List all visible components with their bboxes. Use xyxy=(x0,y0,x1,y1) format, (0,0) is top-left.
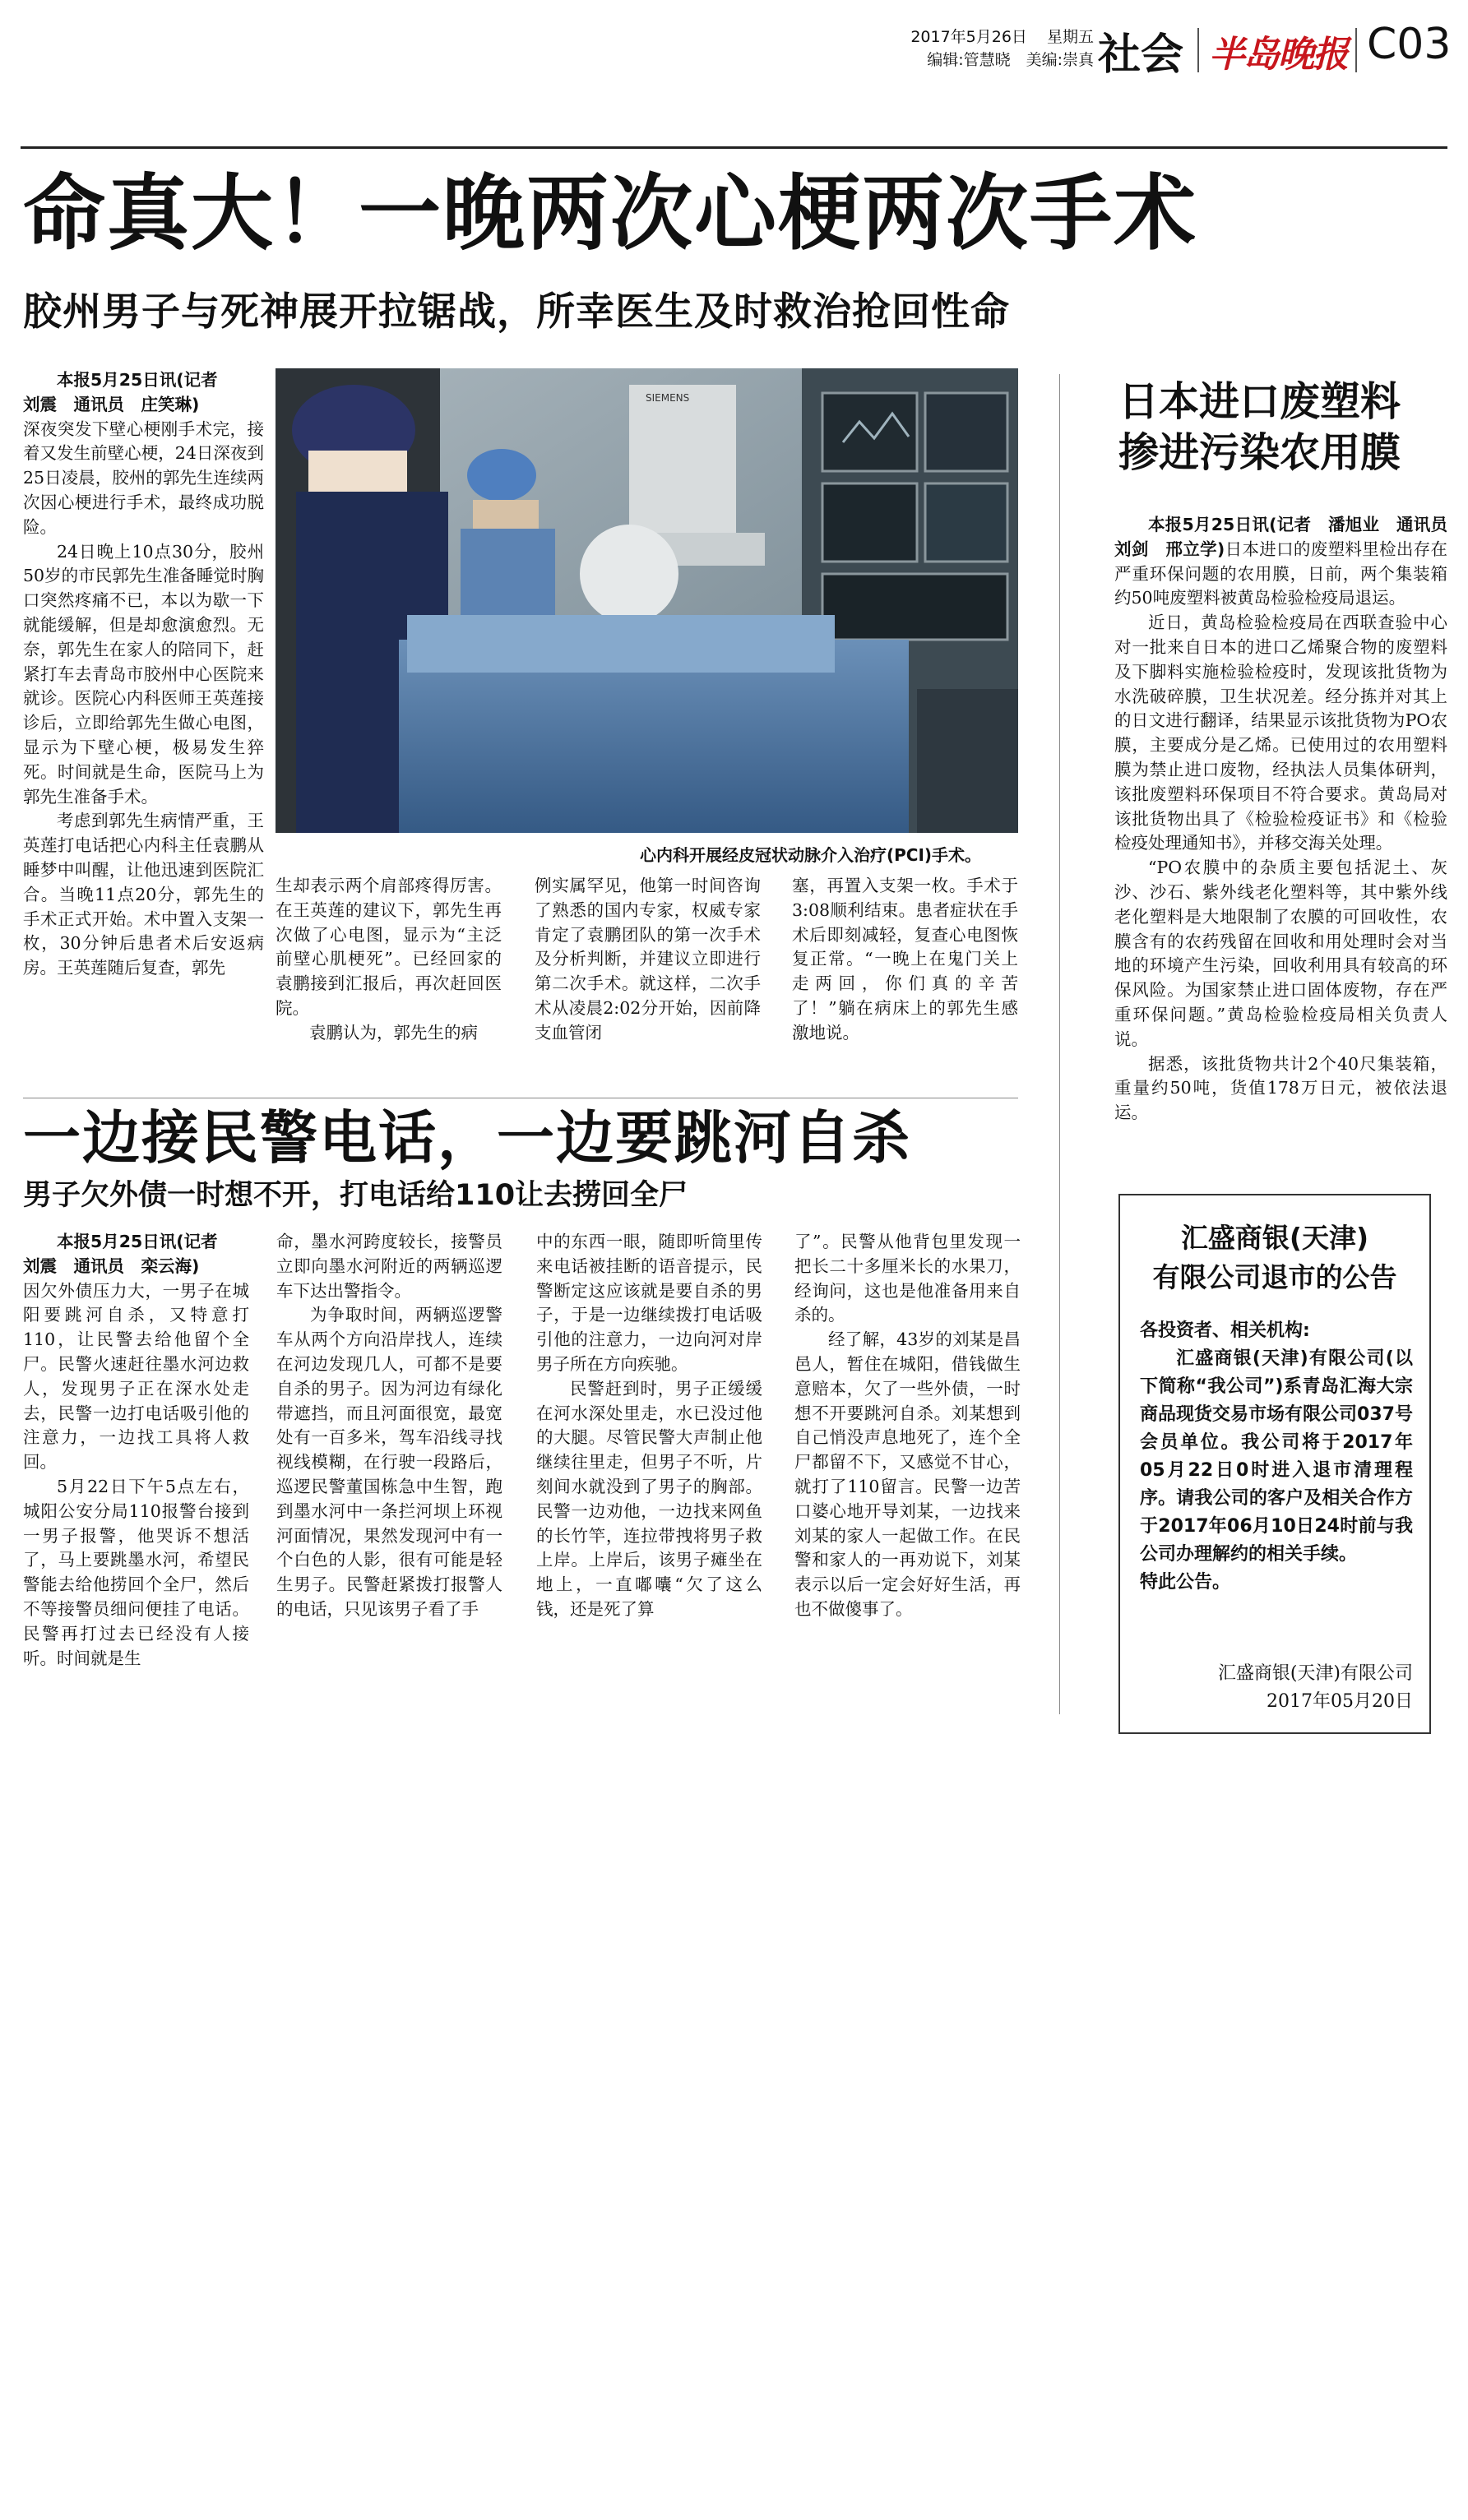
article1-byline1: 本报5月25日讯(记者 xyxy=(57,370,218,390)
article2-byline-text: 本报5月25日讯(记者 潘旭业 通讯员 刘剑 邢立学) xyxy=(1114,515,1465,559)
masthead xyxy=(0,0,1468,90)
article1-paragraph: 深夜突发下壁心梗刚手术完，接着又发生前壁心梗，24日深夜到25日凌晨，胶州的郭先生连续两次因心梗进行手术，最终成功脱险。 xyxy=(23,418,264,537)
article3-paragraph: 为争取时间，两辆巡逻警车从两个方向沿岸找人，连续在河边发现几人，可都不是要自杀的男子。因为河边有绿化带遮挡，而且河面很宽，最宽处有一百多米，驾车沿线寻找视线模糊，在行驶一段路后，巡逻民警董国栋急中生智，跑到墨水河中一条拦河坝上环视河面情况，果然发现河中有一个白色的人影，很有可能是轻生男子。民警赶紧拨打报警人的电话，只见该男子看了手 xyxy=(276,1305,502,1619)
article3-byline1: 本报5月25日讯(记者 xyxy=(57,1232,218,1251)
article2-paragraph: 近日，黄岛检验检疫局在西联查验中心对一批来自日本的进口乙烯聚合物的废塑料及下脚料实施检验检疫时，发现该批货物为水洗破碎膜，卫生状况差。经分拣并对其上的日文进行翻译，结果显示该批货物为PO农膜，主要成分是乙烯。已使用过的农用塑料膜为禁止进口废物，经执法人员集体研判，该批废塑料环保项目不符合要求。黄岛局对该批货物出具了《检验检疫证书》和《检验检疫处理通知书》，并移交海关处理。 xyxy=(1114,613,1447,853)
notice-signature-name: 汇盛商银(天津)有限公司 xyxy=(1217,1663,1413,1684)
article2-body xyxy=(1114,513,1465,1146)
date-text: 2017年5月26日 xyxy=(910,28,1027,46)
article3-paragraph: 中的东西一眼，随即听筒里传来电话被挂断的语音提示，民警断定这应该就是要自杀的男子，于是一边继续拨打电话吸引他的注意力，一边向河对岸男子所在方向疾驰。 xyxy=(536,1232,762,1374)
article2-title xyxy=(1118,377,1447,479)
monitor-brand-label: SIEMENS xyxy=(646,392,690,404)
editors-line: 编辑:管慧晓 美编:崇真 xyxy=(927,51,1094,69)
column-divider xyxy=(1059,374,1060,1714)
weekday-text: 星期五 xyxy=(1046,28,1094,46)
article3-paragraph: 命，墨水河跨度较长，接警员立即向墨水河附近的两辆巡逻车下达出警指令。 xyxy=(276,1232,502,1301)
article3-title: 一边接民警电话，一边要跳河自杀 xyxy=(23,1104,911,1172)
delisting-notice xyxy=(1118,1194,1431,1734)
notice-body xyxy=(1140,1317,1413,1597)
article1-col4 xyxy=(792,874,1018,1141)
article3-paragraph: 因欠外债压力大，一男子在城阳要跳河自杀，又特意打110，让民警去给他留个全尸。民警火速赶往墨水河边救人，发现男子正在深水处走去，民警一边打电话吸引他的注意力，一边找工具将人救回。 xyxy=(23,1280,249,1473)
paper-logo: 半岛晚报 xyxy=(1209,34,1347,76)
article1-paragraph: 24日晚上10点30分，胶州50岁的市民郭先生准备睡觉时胸口突然疼痛不已，本以为歇一下就能缓解，但是却愈演愈烈。无奈，郭先生在家人的陪同下，赶紧打车去青岛市胶州中心医院来就诊。医院心内科医师王英莲接诊后，立即给郭先生做心电图，显示为下壁心梗，极易发生猝死。时间就是生命，医院马上为郭先生准备手术。 xyxy=(23,541,264,807)
article3-col1 xyxy=(23,1230,249,1678)
masthead-divider-2 xyxy=(1355,28,1357,72)
article2-lead: 日本进口的废塑料里检出存在严重环保问题的农用膜，日前，两个集装箱约50吨废塑料被黄岛检验检疫局退运。 xyxy=(1114,539,1448,608)
article2-paragraph: 据悉，该批货物共计2个40尺集装箱，重量约50吨，货值178万日元，被依法退运。 xyxy=(1114,1053,1447,1123)
surgery-photo-art xyxy=(276,368,1018,833)
notice-signature xyxy=(1218,1660,1413,1716)
photo-caption: 心内科开展经皮冠状动脉介入治疗(PCI)手术。 xyxy=(640,845,982,865)
section-name: 社会 xyxy=(1098,30,1184,80)
article1-col1 xyxy=(23,368,264,1141)
notice-text: 汇盛商银(天津)有限公司(以下简称“我公司”)系青岛汇海大宗商品现货交易市场有限公司037号会员单位。我公司将于2017年05月22日0时进入退市清理程序。请我公司的客户及相关合作方于2017年06月10日24时前与我公司办理解约的相关手续。 xyxy=(1140,1348,1413,1565)
article1-paragraph: 考虑到郭先生病情严重，王英莲打电话把心内科主任袁鹏从睡梦中叫醒，让他迅速到医院汇合。当晚11点20分，郭先生的手术正式开始。术中置入支架一枚，30分钟后患者术后安返病房。王英莲随后复查，郭先 xyxy=(23,811,264,978)
notice-signature-date: 2017年05月20日 xyxy=(1267,1691,1413,1712)
article1-paragraph: 塞，再置入支架一枚。手术于3:08顺利结束。患者症状在手术后即刻减轻，复查心电图恢复正常。“一晚上在鬼门关上走两回，你们真的辛苦了！”躺在病床上的郭先生感激地说。 xyxy=(792,876,1018,1043)
article1-paragraph: 袁鹏认为，郭先生的病 xyxy=(309,1022,478,1043)
issue-date xyxy=(910,25,1094,47)
article1-byline2: 刘震 通讯员 庄笑琳) xyxy=(23,394,200,414)
surgery-photo xyxy=(276,368,1018,833)
article3-col4 xyxy=(794,1230,1021,1678)
article1-subtitle: 胶州男子与死神展开拉锯战，所幸医生及时救治抢回性命 xyxy=(23,289,1010,335)
article3-col3 xyxy=(536,1230,762,1678)
article2-byline xyxy=(1114,513,1465,611)
article3-col2 xyxy=(276,1230,502,1678)
page-number: C03 xyxy=(1367,20,1452,69)
article1-col2 xyxy=(276,874,502,1141)
notice-title-line2: 有限公司退市的公告 xyxy=(1152,1261,1397,1293)
article3-paragraph: 5月22日下午5点左右，城阳公安分局110报警台接到一男子报警，他哭诉不想活了，马上要跳墨水河，希望民警能去给他捞回个全尸，然后不等接警员细问便挂了电话。民警再打过去已经没有人接听。时间就是生 xyxy=(23,1476,249,1668)
article3-byline2: 刘震 通讯员 栾云海) xyxy=(23,1255,200,1276)
article2-title-line1: 日本进口废塑料 xyxy=(1118,378,1401,425)
article3-paragraph: 经了解，43岁的刘某是昌邑人，暂住在城阳，借钱做生意赔本，欠了一些外债，一时想不开要跳河自杀。刘某想到自己悄没声息地死了，连个全尸都留不下，又感觉不甘心，就打了110留言。民警一边苦口婆心地开导刘某，一边找来刘某的家人一起做工作。在民警和家人的一再劝说下，刘某表示以后一定会好好生活，再也不做傻事了。 xyxy=(794,1329,1021,1619)
masthead-divider xyxy=(1197,28,1199,72)
article1-col3 xyxy=(535,874,761,1141)
notice-title-line1: 汇盛商银(天津) xyxy=(1180,1222,1369,1254)
notice-salutation: 各投资者、相关机构: xyxy=(1140,1320,1310,1341)
article2-paragraph: “PO农膜中的杂质主要包括泥土、灰沙、沙石、紫外线老化塑料等，其中紫外线老化塑料是大地限制了农膜的可回收性，农膜含有的农药残留在回收和用处理时会对当地的环境产生污染，回收利用具有较高的环保风险。为国家禁止进口固体废物，存在严重环保问题。”黄岛检验检疫局相关负责人说。 xyxy=(1114,858,1447,1049)
article1-paragraph: 生却表示两个肩部疼得厉害。在王英莲的建议下，郭先生再次做了心电图，显示为“主泛前壁心肌梗死”。已经回家的袁鹏接到汇报后，再次赶回医院。 xyxy=(276,876,502,1018)
article1-title: 命真大！一晚两次心梗两次手术 xyxy=(23,165,1197,261)
notice-closing: 特此公告。 xyxy=(1140,1572,1231,1593)
notice-title xyxy=(1120,1218,1429,1297)
article2-title-line2: 掺进污染农用膜 xyxy=(1118,429,1401,476)
article3-paragraph: 了”。民警从他背包里发现一把长二十多厘米长的水果刀，经询问，这也是他准备用来自杀的。 xyxy=(794,1232,1021,1325)
article1-paragraph: 例实属罕见，他第一时间咨询了熟悉的国内专家，权威专家肯定了袁鹏团队的第一次手术及分析判断，并建议立即进行第二次手术。就这样，二次手术从凌晨2:02分开始，因前降支血管闭 xyxy=(535,876,761,1043)
article3-paragraph: 民警赶到时，男子正缓缓在河水深处里走，水已没过他的大腿。尽管民警大声制止他继续往里走，但男子不听，片刻间水就没到了男子的胸部。民警一边劝他，一边找来网鱼的长竹竿，连拉带拽将男子救上岸。上岸后，该男子瘫坐在地上，一直嘟囔“欠了这么钱，还是死了算 xyxy=(536,1378,762,1619)
masthead-rule xyxy=(21,146,1447,149)
article3-subtitle: 男子欠外债一时想不开，打电话给110让去捞回全尸 xyxy=(23,1179,688,1212)
